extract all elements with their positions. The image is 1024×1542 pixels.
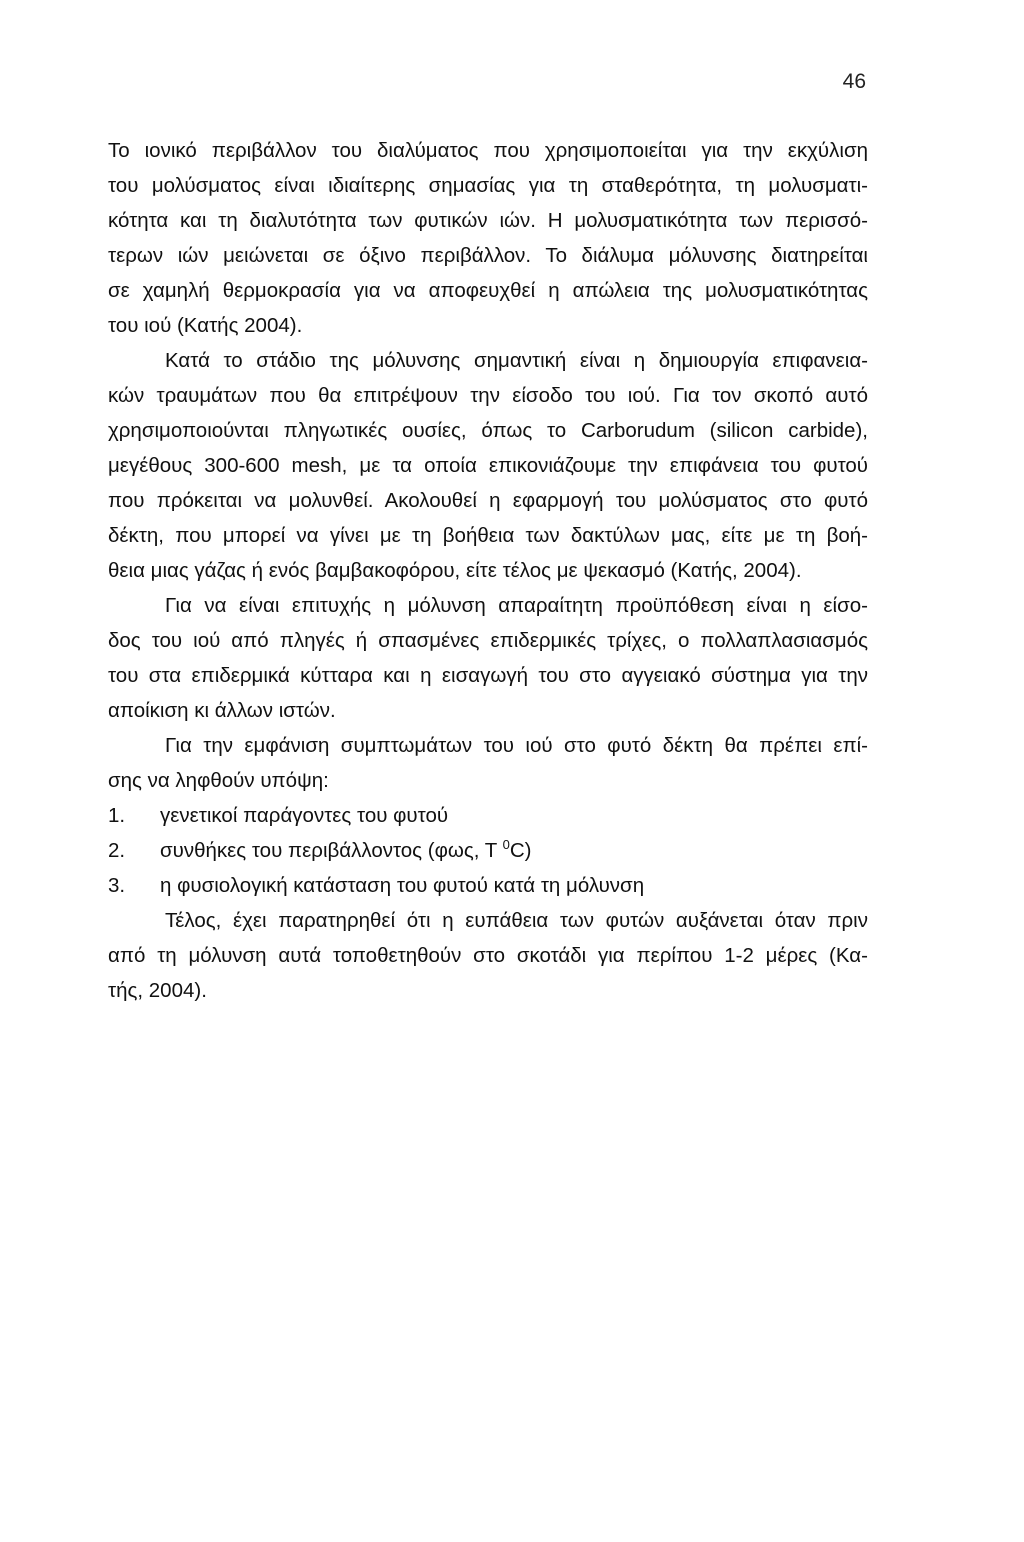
paragraph-ionic-environment (108, 133, 868, 343)
paragraph-symptom-factors (108, 728, 868, 798)
text-line: από τη μόλυνση αυτά τοποθετηθούν στο σκοτάδι για περίπου 1-2 μέρες (Κα- (108, 944, 868, 967)
text-line: δέκτη, που μπορεί να γίνει με τη βοήθεια των δακτύλων μας, είτε με τη βοή- (108, 524, 868, 547)
text-line: μεγέθους 300-600 mesh, με τα οποία επικονιάζουμε την επιφάνεια του φυτού (108, 454, 868, 477)
list-item-text-end: C) (509, 839, 532, 862)
text-line: τής, 2004). (108, 979, 207, 1002)
text-line: του στα επιδερμικά κύτταρα και η εισαγωγή του στο αγγειακό σύστημα για την (108, 664, 868, 687)
paragraph-successful-infection (108, 588, 868, 728)
text-line: σης να ληφθούν υπόψη: (108, 769, 329, 792)
list-item-number: 3. (108, 874, 126, 897)
factors-list (108, 798, 868, 903)
text-line: του μολύσματος είναι ιδιαίτερης σημασίας για τη σταθερότητα, τη μολυσματι- (108, 174, 868, 197)
text-line: Για να είναι επιτυχής η μόλυνση απαραίτητη προϋπόθεση είναι η είσο- (165, 594, 868, 617)
list-item-text: η φυσιολογική κατάσταση του φυτού κατά τη μόλυνση (160, 874, 645, 897)
text-line: αποίκιση κι άλλων ιστών. (108, 699, 336, 722)
body-text (108, 133, 868, 1008)
text-line: σε χαμηλή θερμοκρασία για να αποφευχθεί η απώλεια της μολυσματικότητας (108, 279, 868, 302)
list-item-text: συνθήκες του περιβάλλοντος (φως, Τ (160, 839, 503, 862)
text-line: που πρόκειται να μολυνθεί. Ακολουθεί η εφαρμογή του μολύσματος στο φυτό (108, 489, 868, 512)
text-line: Για την εμφάνιση συμπτωμάτων του ιού στο φυτό δέκτη θα πρέπει επί- (165, 734, 868, 757)
text-line: δος του ιού από πληγές ή σπασμένες επιδερμικές τρίχες, ο πολλαπλασιασμός (108, 629, 868, 652)
text-line: Τέλος, έχει παρατηρηθεί ότι η ευπάθεια των φυτών αυξάνεται όταν πριν (165, 909, 868, 932)
paragraph-infection-stage (108, 343, 868, 588)
list-item (108, 833, 868, 868)
text-line: χρησιμοποιούνται πληγωτικές ουσίες, όπως το Carborudum (silicon carbide), (108, 419, 868, 442)
text-line: κότητα και τη διαλυτότητα των φυτικών ιών. Η μολυσματικότητα των περισσό- (108, 209, 868, 232)
text-line: Κατά το στάδιο της μόλυνσης σημαντική είναι η δημιουργία επιφανεια- (165, 349, 868, 372)
text-line: του ιού (Κατής 2004). (108, 314, 303, 337)
paragraph-darkness-susceptibility (108, 903, 868, 1008)
page-number: 46 (842, 70, 866, 93)
text-line: θεια μιας γάζας ή ενός βαμβακοφόρου, είτε τέλος με ψεκασμό (Κατής, 2004). (108, 559, 802, 582)
text-line: τερων ιών μειώνεται σε όξινο περιβάλλον. Το διάλυμα μόλυνσης διατηρείται (108, 244, 868, 267)
list-item (108, 868, 868, 903)
degree-superscript: 0 (502, 837, 510, 853)
list-item (108, 798, 868, 833)
text-line: κών τραυμάτων που θα επιτρέψουν την είσοδο του ιού. Για τον σκοπό αυτό (108, 384, 868, 407)
text-line: Το ιονικό περιβάλλον του διαλύματος που χρησιμοποιείται για την εκχύλιση (108, 139, 868, 162)
list-item-number: 2. (108, 839, 126, 862)
list-item-text: γενετικοί παράγοντες του φυτού (160, 804, 449, 827)
list-item-number: 1. (108, 804, 126, 827)
